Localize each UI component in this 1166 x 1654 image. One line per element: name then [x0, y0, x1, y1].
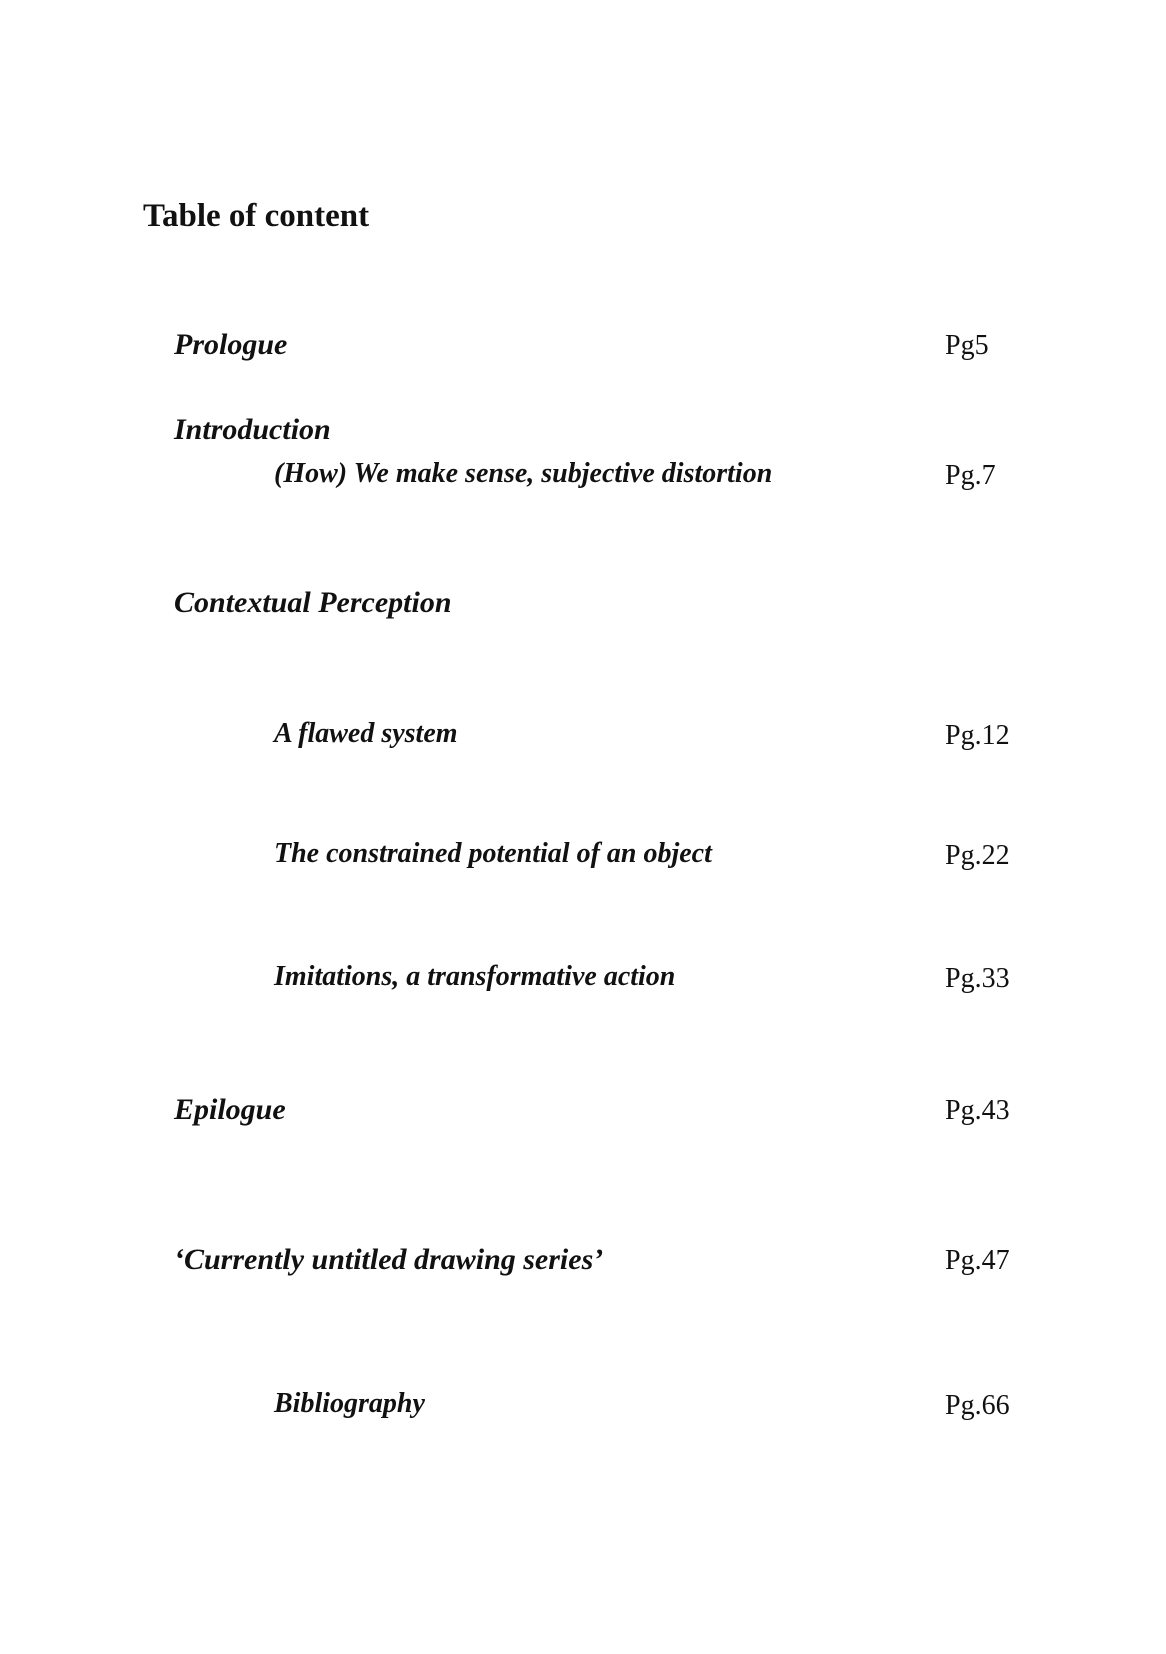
toc-entry-page: Pg.66	[945, 1390, 1010, 1421]
toc-entry-page: Pg.22	[945, 840, 1010, 871]
toc-entry-epilogue	[0, 1095, 1166, 1135]
toc-entry-label: Bibliography	[274, 1388, 425, 1419]
toc-entry-label: Prologue	[174, 328, 288, 361]
toc-entry-how-we-make-sense	[0, 460, 1166, 500]
toc-entry-page: Pg.7	[945, 460, 996, 491]
toc-entry-label: ‘Currently untitled drawing series’	[174, 1243, 604, 1276]
toc-entry-page: Pg5	[945, 330, 989, 361]
toc-entry-imitations	[0, 963, 1166, 1003]
toc-entry-contextual-perception	[0, 588, 1166, 628]
toc-entry-label: A flawed system	[274, 718, 458, 749]
toc-entry-label: (How) We make sense, subjective distortion	[274, 458, 773, 489]
toc-entry-label: Imitations, a transformative action	[274, 961, 676, 992]
toc-entry-flawed-system	[0, 720, 1166, 760]
toc-entry-label: Introduction	[174, 413, 331, 446]
toc-entry-label: Contextual Perception	[174, 586, 452, 619]
toc-entry-drawing-series	[0, 1245, 1166, 1285]
toc-entry-label: The constrained potential of an object	[274, 838, 712, 869]
toc-entry-constrained-potential	[0, 840, 1166, 880]
toc-entry-page: Pg.43	[945, 1095, 1010, 1126]
toc-entry-label: Epilogue	[174, 1093, 286, 1126]
toc-entry-page: Pg.12	[945, 720, 1010, 751]
toc-entry-prologue	[0, 330, 1166, 370]
toc-entry-introduction	[0, 415, 1166, 455]
toc-entry-bibliography	[0, 1390, 1166, 1430]
toc-entry-page: Pg.47	[945, 1245, 1010, 1276]
toc-entry-page: Pg.33	[945, 963, 1010, 994]
page-title: Table of content	[143, 198, 370, 234]
